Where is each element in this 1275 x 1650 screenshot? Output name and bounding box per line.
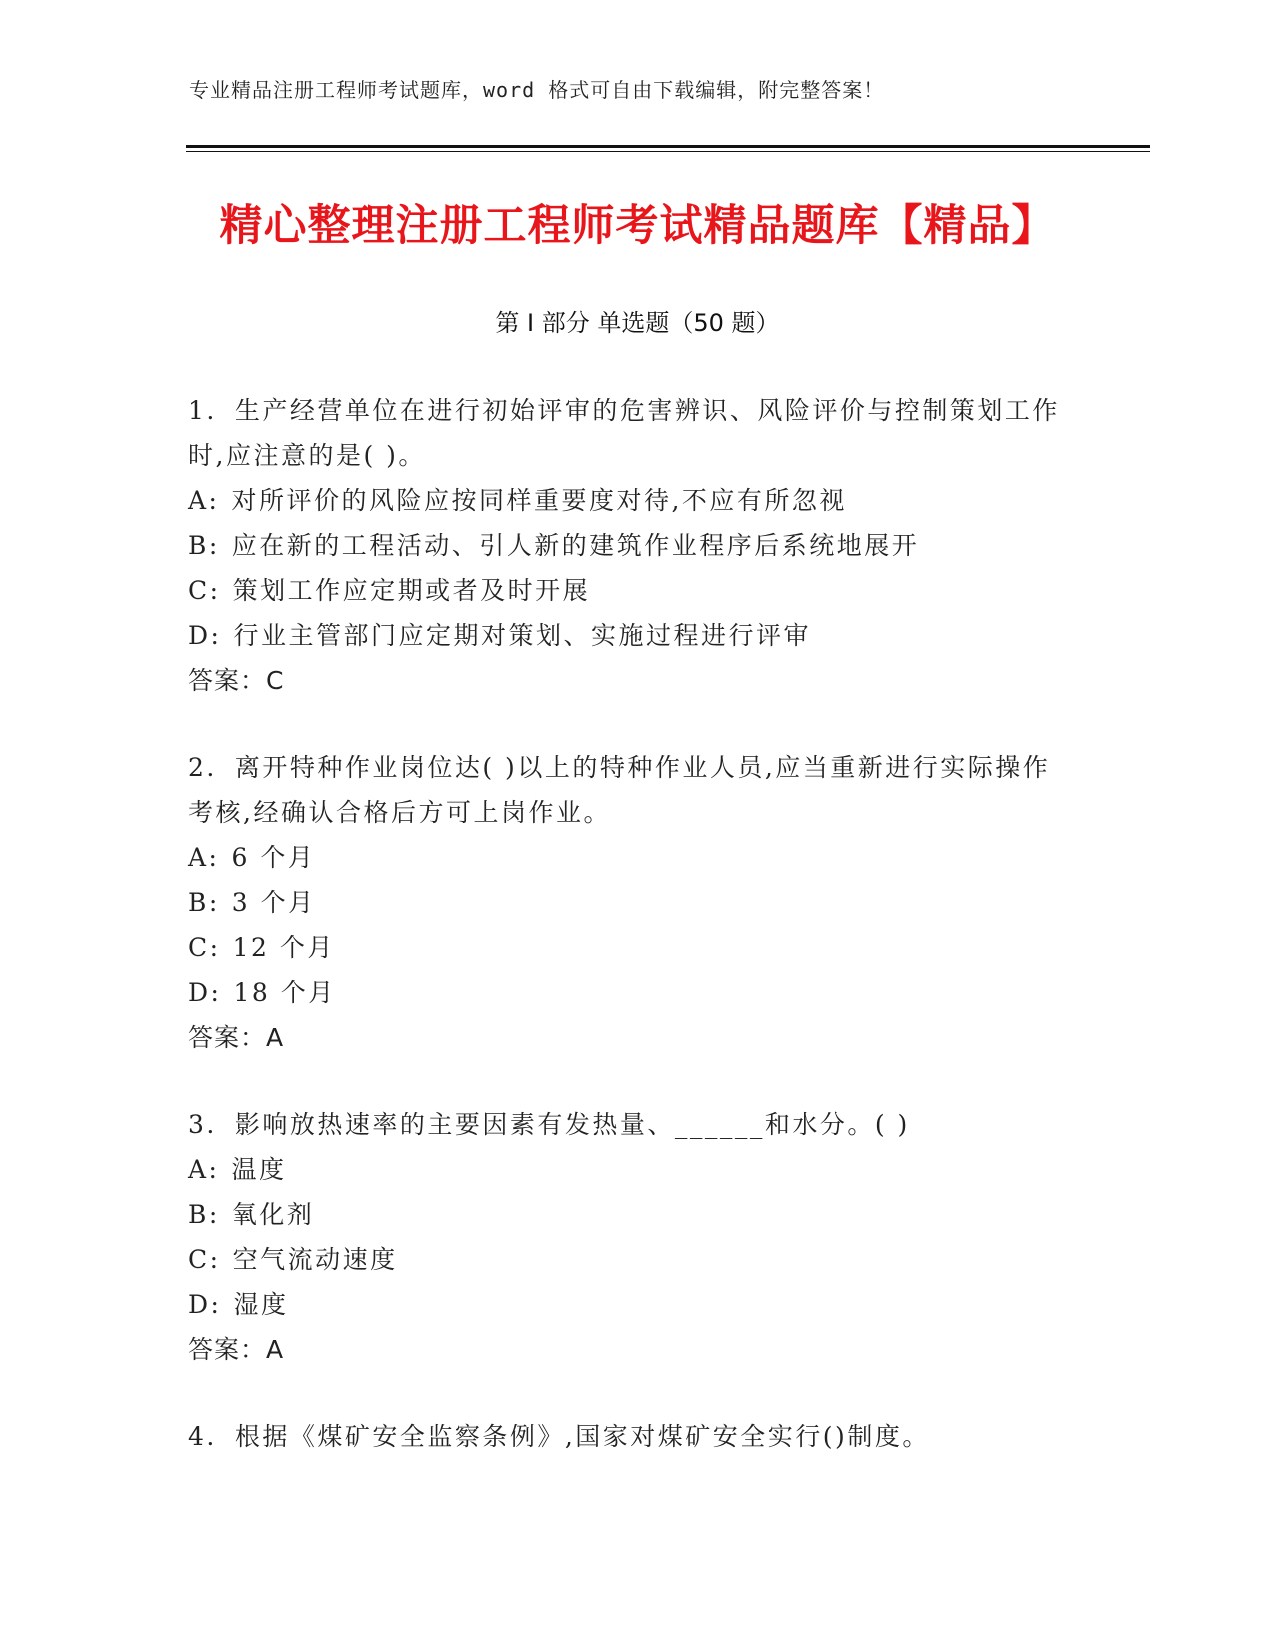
- question-text: 生产经营单位在进行初始评审的危害辨识、风险评价与控制策划工作时,应注意的是( )。: [188, 396, 1060, 470]
- option-letter: A:: [188, 843, 220, 872]
- option-a: [188, 835, 1068, 880]
- option-text: 策划工作应定期或者及时开展: [232, 576, 591, 605]
- option-d: [188, 613, 1068, 658]
- option-text: 对所评价的风险应按同样重要度对待,不应有所忽视: [231, 486, 847, 515]
- question-1: [188, 388, 1068, 703]
- option-a: [188, 1147, 1068, 1192]
- option-d: [188, 970, 1068, 1015]
- answer-line: 答案：A: [188, 1023, 285, 1052]
- header-rule-thin: [186, 151, 1150, 152]
- option-letter: A:: [188, 1155, 220, 1184]
- option-letter: B:: [188, 531, 220, 560]
- option-letter: D:: [188, 1290, 222, 1319]
- option-text: 18 个月: [233, 978, 336, 1007]
- option-b: [188, 1192, 1068, 1237]
- question-stem: [188, 388, 1068, 478]
- question-list: [188, 388, 1068, 1501]
- header-rule-thick: [186, 145, 1150, 148]
- option-text: 3 个月: [231, 888, 316, 917]
- option-text: 12 个月: [232, 933, 335, 962]
- option-letter: B:: [188, 888, 220, 917]
- option-text: 空气流动速度: [232, 1245, 398, 1274]
- question-number: 3.: [188, 1110, 217, 1139]
- option-text: 行业主管部门应定期对策划、实施过程进行评审: [233, 621, 811, 650]
- header-note: 专业精品注册工程师考试题库，word 格式可自由下载编辑，附完整答案！: [189, 78, 885, 102]
- option-c: [188, 568, 1068, 613]
- option-text: 湿度: [233, 1290, 289, 1319]
- question-number: 2.: [188, 753, 217, 782]
- option-letter: B:: [188, 1200, 220, 1229]
- question-stem: [188, 745, 1068, 835]
- option-letter: C:: [188, 576, 221, 605]
- question-3: [188, 1102, 1068, 1372]
- document-title: 精心整理注册工程师考试精品题库【精品】: [219, 201, 1056, 251]
- option-c: [188, 1237, 1068, 1282]
- option-b: [188, 523, 1068, 568]
- question-number: 4.: [188, 1422, 217, 1451]
- answer-line: 答案：C: [188, 666, 285, 695]
- option-text: 温度: [231, 1155, 287, 1184]
- option-letter: D:: [188, 621, 222, 650]
- question-stem: [188, 1102, 1068, 1147]
- answer-line: 答案：A: [188, 1335, 285, 1364]
- option-c: [188, 925, 1068, 970]
- section-heading: 第 I 部分 单选题（50 题）: [495, 309, 780, 337]
- option-letter: A:: [188, 486, 220, 515]
- option-text: 6 个月: [231, 843, 316, 872]
- option-letter: C:: [188, 933, 221, 962]
- option-letter: C:: [188, 1245, 221, 1274]
- question-stem: [188, 1414, 1068, 1459]
- option-b: [188, 880, 1068, 925]
- option-letter: D:: [188, 978, 222, 1007]
- question-text: 离开特种作业岗位达( )以上的特种作业人员,应当重新进行实际操作考核,经确认合格后方可上岗作业。: [188, 753, 1051, 827]
- question-text: 影响放热速率的主要因素有发热量、______和水分。( ): [234, 1110, 910, 1139]
- question-4: [188, 1414, 1068, 1459]
- option-d: [188, 1282, 1068, 1327]
- question-text: 根据《煤矿安全监察条例》,国家对煤矿安全实行()制度。: [234, 1422, 930, 1451]
- option-text: 氧化剂: [231, 1200, 315, 1229]
- question-number: 1.: [188, 396, 217, 425]
- option-a: [188, 478, 1068, 523]
- question-2: [188, 745, 1068, 1060]
- option-text: 应在新的工程活动、引人新的建筑作业程序后系统地展开: [231, 531, 920, 560]
